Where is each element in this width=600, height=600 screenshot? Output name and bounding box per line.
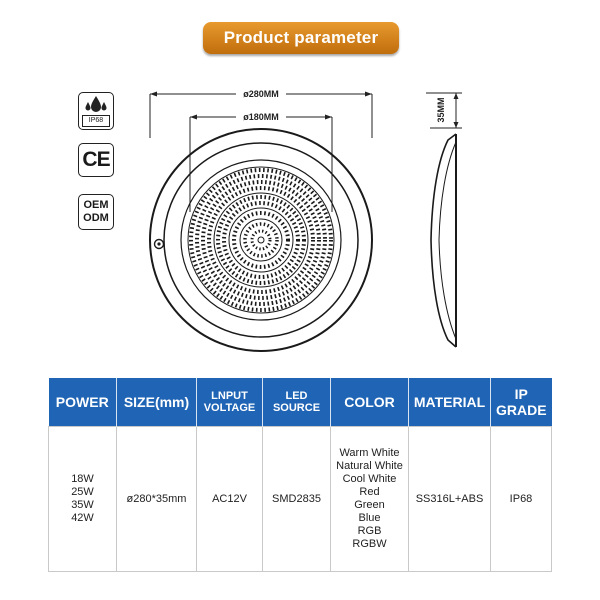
light-top-view xyxy=(150,129,372,351)
height-dimension-label: 35MM xyxy=(436,97,446,123)
header-input-voltage-line1: LNPUT xyxy=(211,390,248,402)
header-color: COLOR xyxy=(331,378,409,427)
header-power: POWER xyxy=(49,378,117,427)
power-value: 25W xyxy=(71,486,94,498)
header-input-voltage xyxy=(197,378,263,427)
table-header-row xyxy=(49,378,552,427)
oem-label: OEM xyxy=(83,199,109,211)
odm-label: ODM xyxy=(83,212,109,224)
cable-entry-icon xyxy=(155,240,164,249)
color-cell xyxy=(331,427,409,572)
header-ip-grade xyxy=(491,378,552,427)
header-led-source-line1: LED xyxy=(285,390,308,402)
header-ip-grade-line2: GRADE xyxy=(495,402,547,418)
outer-diameter-label: ø280MM xyxy=(243,89,279,99)
ip68-label: IP68 xyxy=(82,115,110,127)
ce-mark-badge: CE xyxy=(78,143,114,177)
led-source-cell: SMD2835 xyxy=(263,427,331,572)
header-ip-grade-line1: IP xyxy=(514,386,528,402)
size-cell: ø280*35mm xyxy=(117,427,197,572)
inner-diameter-label: ø180MM xyxy=(243,112,279,122)
header-led-source xyxy=(263,378,331,427)
header-size: SIZE(mm) xyxy=(117,378,197,427)
color-option: RGB xyxy=(357,525,382,537)
section-title: Product parameter xyxy=(203,22,399,54)
color-option: Natural White xyxy=(336,460,403,472)
power-value: 35W xyxy=(71,499,94,511)
color-option: Red xyxy=(359,486,380,498)
color-option: RGBW xyxy=(352,538,387,550)
power-cell xyxy=(49,427,117,572)
header-led-source-line2: SOURCE xyxy=(272,402,321,414)
ip-grade-cell: IP68 xyxy=(491,427,552,572)
parameter-table xyxy=(48,378,552,572)
color-option: Green xyxy=(354,499,385,511)
power-value: 18W xyxy=(71,473,94,485)
table-row xyxy=(49,427,552,572)
color-option: Cool White xyxy=(342,473,397,485)
header-input-voltage-line2: VOLTAGE xyxy=(203,402,256,414)
material-cell: SS316L+ABS xyxy=(409,427,491,572)
header-material: MATERIAL xyxy=(409,378,491,427)
power-value: 42W xyxy=(71,512,94,524)
input-voltage-cell: AC12V xyxy=(197,427,263,572)
color-option: Blue xyxy=(358,512,381,524)
light-side-profile xyxy=(426,93,462,347)
color-option: Warm White xyxy=(339,447,400,459)
